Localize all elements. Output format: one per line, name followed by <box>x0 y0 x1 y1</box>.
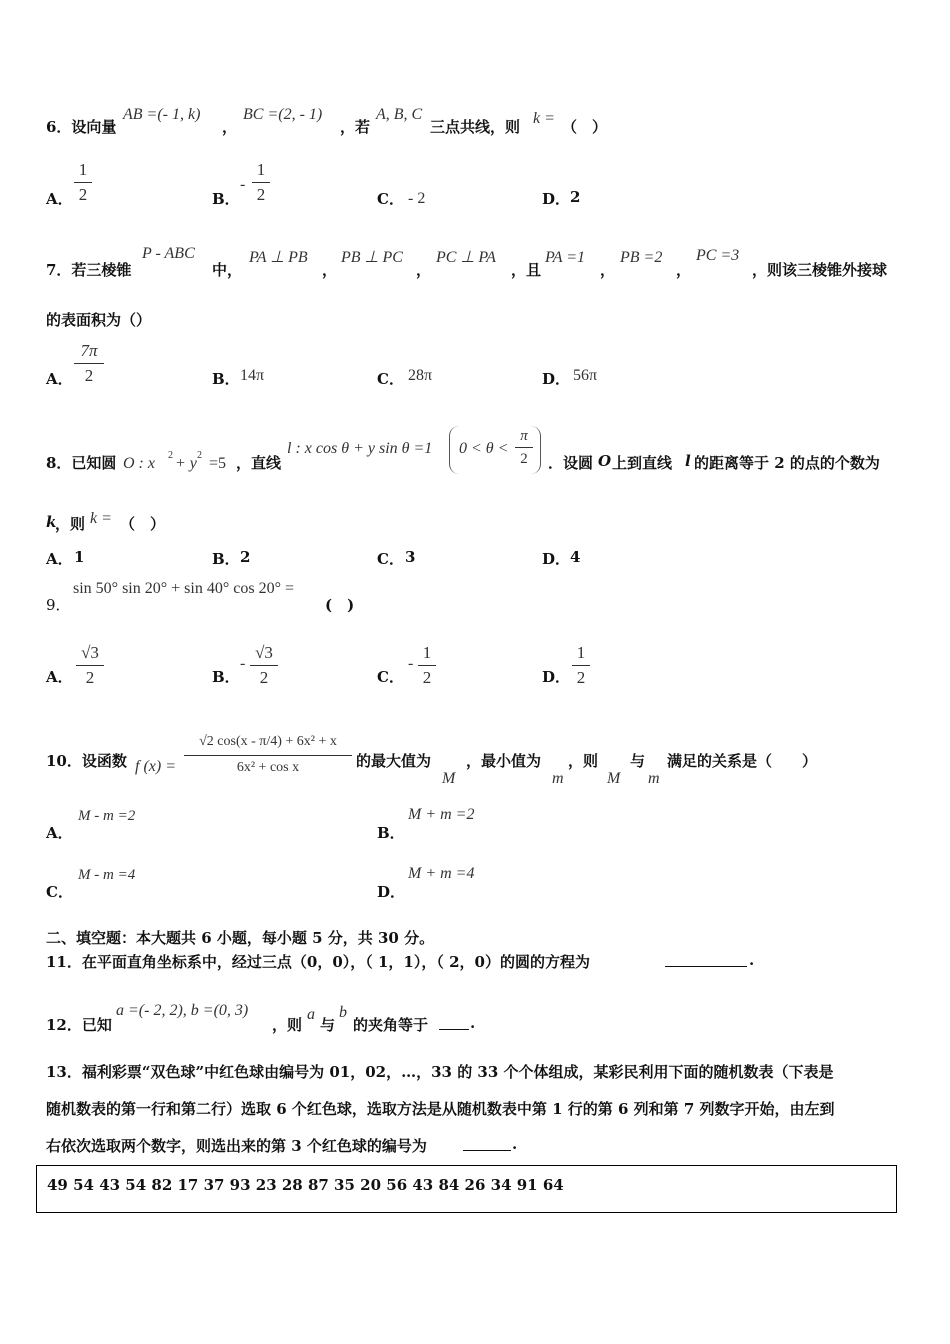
q10-option-d-label: D． <box>377 883 406 901</box>
q8-line-eq: l : x cos θ + y sin θ =1 <box>287 440 433 457</box>
q12-stem-wrap <box>46 1014 112 1035</box>
q9-c-sign: - <box>408 655 414 672</box>
q8-sq-1: 2 <box>168 450 173 461</box>
q8-eq5: =5 <box>209 455 227 472</box>
q11-text: 11．在平面直角坐标系中，经过三点（0，0），（ 1，1），（ 2，0）的圆的方程为 <box>46 953 590 971</box>
q6-option-a-fraction <box>74 159 92 206</box>
q8-paren: （ ） <box>120 515 166 533</box>
section-2-heading: 二、填空题：本大题共 6 小题，每小题 5 分，共 30 分。 <box>46 929 435 947</box>
q6-option-d-label: D． <box>542 190 571 208</box>
q10-rest4: 与 <box>630 752 646 770</box>
random-number-table <box>36 1165 897 1213</box>
q7-val-3: PC =3 <box>696 247 740 264</box>
q12-vectors: a =(- 2, 2), b =(0, 3) <box>116 1002 249 1019</box>
q6-rest: 三点共线，则 <box>430 118 521 136</box>
random-number-row: 49 54 43 54 82 17 37 93 23 28 87 35 20 56 43 84 26 34 91 64 <box>47 1176 564 1194</box>
q8-rest2: 上到直线 <box>612 454 673 472</box>
q6-a-num: 1 <box>78 160 88 179</box>
q6-vector-ab: AB =(- 1, k) <box>123 106 201 123</box>
q7-option-d-value: 56π <box>573 367 598 384</box>
fraction-bar <box>74 182 92 183</box>
q8-option-c-value: 3 <box>405 548 416 566</box>
q8-rest: ．设圆 <box>548 454 594 472</box>
q8-option-b-label: B． <box>212 550 240 568</box>
q8-k: k <box>46 513 57 531</box>
q6-option-c-value: - 2 <box>408 190 426 207</box>
q9-b-num: √3 <box>255 643 273 662</box>
q7-cond-2: PB ⊥ PC <box>341 249 403 266</box>
q8-circle-a: O : x <box>123 455 155 472</box>
q13-blank[interactable] <box>463 1135 511 1151</box>
q6-b-sign: - <box>240 176 246 193</box>
q10-denominator: 6x² + cos x <box>236 760 300 775</box>
q7-a-den: 2 <box>84 366 94 385</box>
q7-a-num: 7π <box>80 341 98 360</box>
q8-option-d-label: D． <box>542 550 571 568</box>
q9-option-d-label: D． <box>542 668 571 686</box>
q8-circle-b: + y <box>175 455 197 472</box>
q7-val-2: PB =2 <box>620 249 663 266</box>
q9-a-den: 2 <box>85 668 95 687</box>
q7-comma-4: ， <box>676 261 692 279</box>
q9-option-b-label: B． <box>212 668 240 686</box>
q7-cond-1: PA ⊥ PB <box>249 249 308 266</box>
fraction-bar <box>418 665 436 666</box>
q8-sq-2: 2 <box>197 450 202 461</box>
q10-option-a-label: A． <box>46 824 73 842</box>
q8-option-b-value: 2 <box>240 548 251 566</box>
q8-cond-num: π <box>520 428 528 444</box>
q8-o: O <box>598 452 612 470</box>
q6-b-num: 1 <box>256 160 266 179</box>
q6-option-c-label: C． <box>377 190 404 208</box>
q8-option-c-label: C． <box>377 550 404 568</box>
q6-points: A, B, C <box>376 106 423 123</box>
q10-option-c-value: M - m =4 <box>78 867 136 883</box>
q10-option-a-value: M - m =2 <box>78 808 136 824</box>
fraction-bar <box>515 447 533 448</box>
q9-paren: ( ) <box>325 596 355 614</box>
q11-end: . <box>749 951 755 969</box>
q6-stem: 6．设向量 <box>46 118 117 136</box>
q12-rest: 的夹角等于 <box>353 1016 429 1034</box>
q7-option-c-value: 28π <box>408 367 433 384</box>
q7-comma-1: ， <box>322 261 338 279</box>
q8-cond-den: 2 <box>520 451 528 467</box>
q10-stem: 10．设函数 <box>46 752 127 770</box>
q7-line2: 的表面积为（） <box>46 311 152 329</box>
q7-option-b-value: 14π <box>240 367 265 384</box>
q12-and: 与 <box>320 1016 336 1034</box>
q12-b: b <box>339 1004 347 1021</box>
q9-b-sign: - <box>240 655 246 672</box>
q10-m-1: m <box>552 770 564 787</box>
q9-d-num: 1 <box>576 643 586 662</box>
fraction-bar <box>74 363 104 364</box>
q11-blank[interactable] <box>665 951 747 967</box>
q6-if: ，若 <box>340 118 371 136</box>
q9-a-num: √3 <box>81 643 99 662</box>
q9-c-den: 2 <box>422 668 432 687</box>
q9-d-den: 2 <box>576 668 586 687</box>
fraction-bar <box>184 755 352 756</box>
q8-cond: 0 < θ < <box>459 440 509 457</box>
q13-line-2: 随机数表的第一行和第二行）选取 6 个红色球，选取方法是从随机数表中第 1 行的第 6 列和第 7 列数字开始，由左到 <box>46 1100 835 1118</box>
q7-option-a-fraction <box>74 340 104 387</box>
q10-rest1: 的最大值为 <box>356 752 432 770</box>
q10-rest2: ，最小值为 <box>466 752 542 770</box>
q8-kvar: k = <box>90 510 112 527</box>
q12-stem: 12．已知 <box>46 1016 112 1034</box>
q8-l: l <box>685 452 691 470</box>
q6-k: k = <box>533 110 555 127</box>
q7-option-b-label: B． <box>212 370 240 388</box>
q8-option-a-label: A． <box>46 550 73 568</box>
fraction-bar <box>252 182 270 183</box>
q12-end: . <box>470 1014 476 1032</box>
q7-stem: 7．若三棱锥 <box>46 261 132 279</box>
q8-option-a-value: 1 <box>74 548 85 566</box>
q7-cond-3: PC ⊥ PA <box>436 249 496 266</box>
q10-option-d-value: M + m =4 <box>408 865 475 882</box>
q7-option-a-label: A． <box>46 370 73 388</box>
q7-rest: ，则该三棱锥外接球 <box>752 261 888 279</box>
q6-option-d-value: 2 <box>570 188 581 206</box>
q9-option-c-label: C． <box>377 668 404 686</box>
q10-rest3: ，则 <box>568 752 599 770</box>
q6-option-b-label: B． <box>212 190 240 208</box>
q8-cond-fraction <box>515 426 533 469</box>
q10-option-c-label: C． <box>46 883 73 901</box>
q9-option-d-fraction <box>572 642 590 689</box>
q10-fx: f (x) = <box>135 758 176 775</box>
q7-and: ，且 <box>511 261 542 279</box>
q8-line2: ，则 <box>55 515 86 533</box>
q9-option-a-fraction <box>76 642 104 689</box>
fraction-bar <box>250 665 278 666</box>
q10-stem-num <box>46 750 127 771</box>
q13-line-3: 右依次选取两个数字，则选出来的第 3 个红色球的编号为 <box>46 1137 427 1155</box>
q7-zhong: 中， <box>212 261 243 279</box>
q9-c-num: 1 <box>422 643 432 662</box>
q10-m-2: m <box>648 770 660 787</box>
q6-b-den: 2 <box>256 185 266 204</box>
q10-numerator: √2 cos(x - π/4) + 6x² + x <box>199 734 337 749</box>
q12-blank[interactable] <box>439 1014 469 1030</box>
q6-paren: （ ） <box>562 118 608 136</box>
fraction-bar <box>572 665 590 666</box>
q10-option-b-label: B． <box>377 824 405 842</box>
q10-M-2: M <box>607 770 621 787</box>
q8-stem: 8．已知圆 <box>46 454 117 472</box>
q8-option-d-value: 4 <box>570 548 581 566</box>
q9-stem: 9． <box>46 596 71 614</box>
q12-a: a <box>307 1006 315 1023</box>
q13-line-1: 13．福利彩票“双色球”中红色球由编号为 01，02，…，33 的 33 个个体组成，某彩民利用下面的随机数表（下表是 <box>46 1063 834 1081</box>
q9-option-a-label: A． <box>46 668 73 686</box>
q10-fraction <box>184 730 352 779</box>
fraction-bar <box>76 665 104 666</box>
q9-b-den: 2 <box>259 668 269 687</box>
q8-rest3: 的距离等于 2 的点的个数为 <box>694 454 880 472</box>
q9-option-b-fraction <box>250 642 278 689</box>
q7-comma-2: ， <box>416 261 432 279</box>
q6-option-b-fraction <box>252 159 270 206</box>
q12-mid: ，则 <box>272 1016 303 1034</box>
q9-option-c-fraction <box>418 642 436 689</box>
q6-a-den: 2 <box>78 185 88 204</box>
q6-option-a-label: A． <box>46 190 73 208</box>
q10-rest5: 满足的关系是（ ） <box>667 752 818 770</box>
q9-expression: sin 50° sin 20° + sin 40° cos 20° = <box>73 580 294 597</box>
q7-option-c-label: C． <box>377 370 404 388</box>
q8-zhixian: ，直线 <box>236 454 282 472</box>
q7-pyramid: P - ABC <box>142 245 195 262</box>
q7-val-1: PA =1 <box>545 249 585 266</box>
q6-vector-bc: BC =(2, - 1) <box>243 106 323 123</box>
q7-option-d-label: D． <box>542 370 571 388</box>
q13-end: . <box>512 1135 518 1153</box>
q10-option-b-value: M + m =2 <box>408 806 475 823</box>
q10-M-1: M <box>442 770 456 787</box>
q6-sep: ， <box>222 118 238 136</box>
q7-comma-3: ， <box>600 261 616 279</box>
